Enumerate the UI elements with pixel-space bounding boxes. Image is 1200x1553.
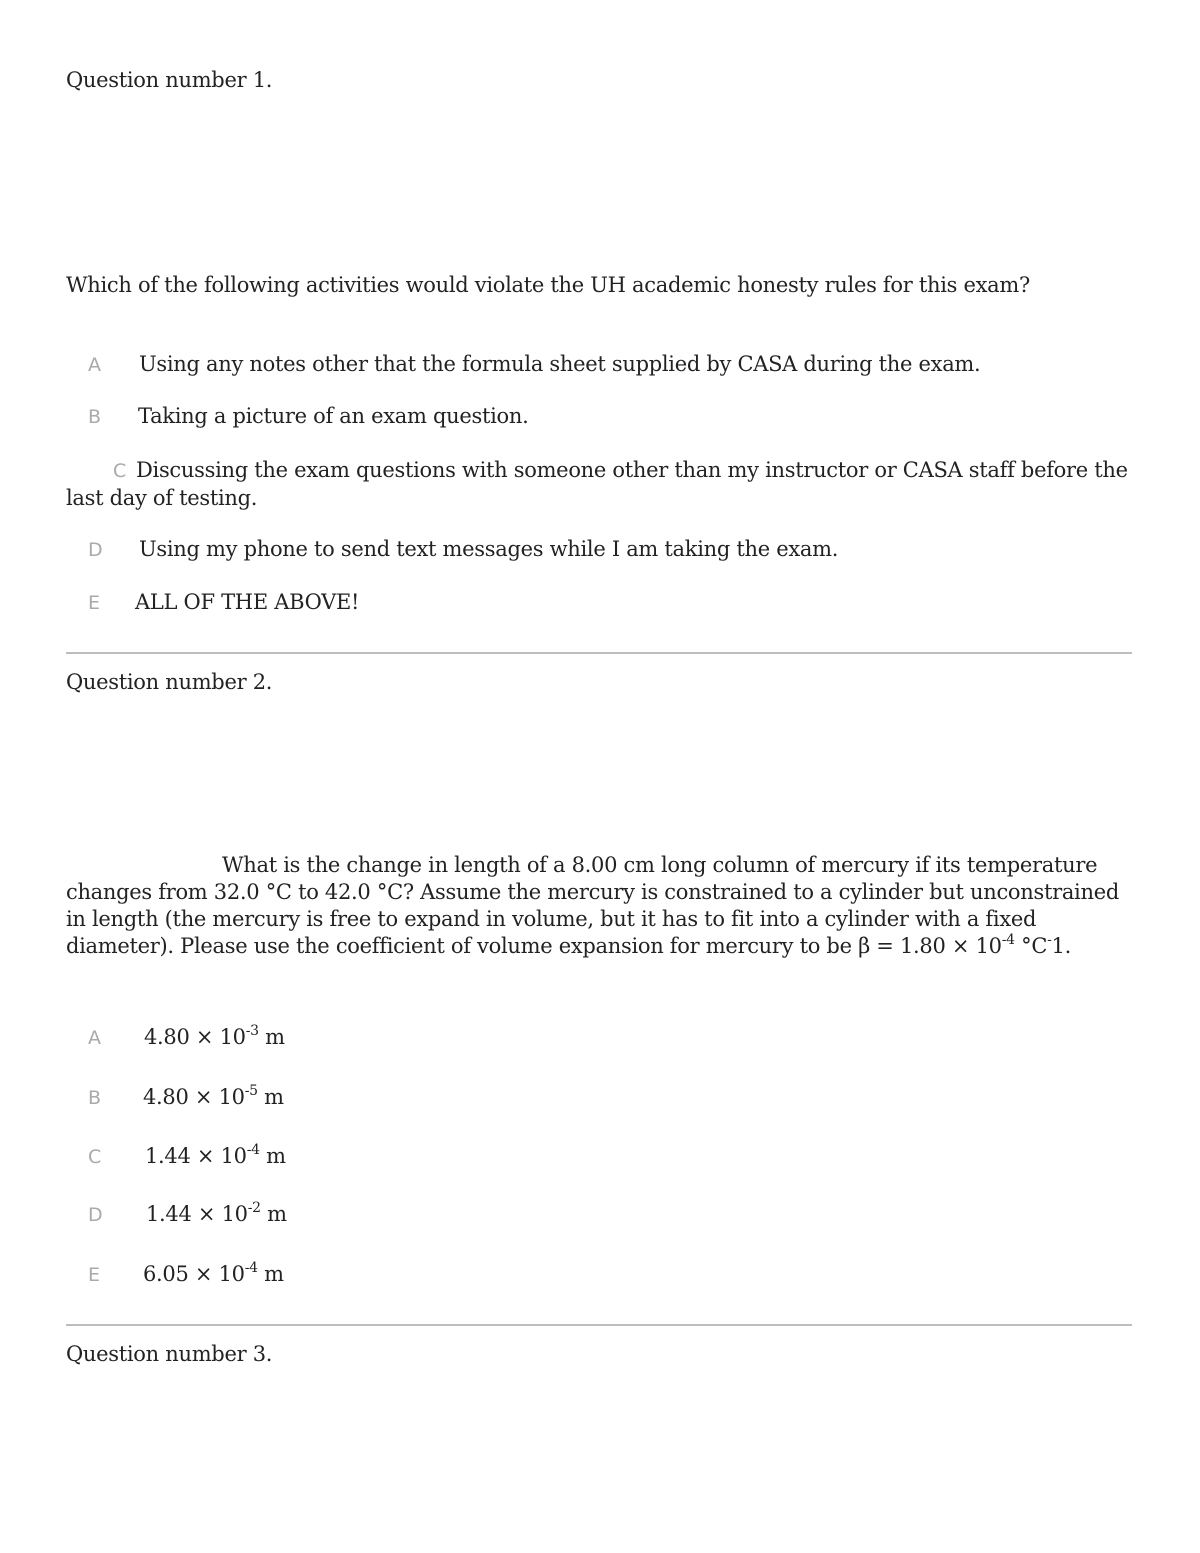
question-2-number: Question number 2. <box>66 670 273 694</box>
option-letter: A <box>88 354 101 376</box>
option-mantissa: 4.80 × 10 <box>143 1085 245 1109</box>
option-mantissa: 4.80 × 10 <box>144 1025 246 1049</box>
option-letter: E <box>88 592 101 614</box>
option-value <box>143 1085 284 1109</box>
option-letter: D <box>88 539 103 561</box>
option-unit: m <box>260 1202 287 1226</box>
option-text: Using any notes other that the formula sheet supplied by CASA during the exam. <box>139 352 981 376</box>
question-1-option-e[interactable] <box>88 590 360 614</box>
option-unit: m <box>257 1085 284 1109</box>
question-2-unit-exponent: - <box>1047 932 1052 948</box>
option-letter: C <box>113 460 126 482</box>
question-1-option-a[interactable] <box>88 352 981 376</box>
question-2-text-end: 1. <box>1051 934 1071 958</box>
option-text: Discussing the exam questions with someone other than my instructor or CASA staff before the last day of testing. <box>66 458 1128 510</box>
option-exponent: -5 <box>244 1083 258 1099</box>
option-exponent: -3 <box>245 1023 259 1039</box>
option-letter: C <box>88 1146 102 1168</box>
question-1-option-d[interactable] <box>88 537 839 561</box>
option-exponent: -2 <box>247 1200 261 1216</box>
question-1-text: Which of the following activities would violate the UH academic honesty rules for this exam? <box>66 273 1030 297</box>
question-1-option-c[interactable] <box>66 457 1136 512</box>
option-mantissa: 1.44 × 10 <box>145 1144 247 1168</box>
option-value <box>146 1202 287 1226</box>
question-1-number: Question number 1. <box>66 68 273 92</box>
option-letter: B <box>88 406 102 428</box>
question-2-unit: °C <box>1014 934 1048 958</box>
option-value <box>143 1262 284 1286</box>
option-value <box>145 1144 286 1168</box>
question-2-text-main: What is the change in length of a 8.00 cm long column of mercury if its temperature changes from 32.0 °C to 42.0 °C? Assume the mercury is constrained to a cylinder but unconstrained in length (the mercury is free to expand in volume, but it has to fit into a cylinder with a fixed diameter). Please use the coefficient of volume expansion for mercury to be β = 1.80 × 10 <box>66 853 1119 958</box>
option-text: Using my phone to send text messages while I am taking the exam. <box>139 537 839 561</box>
option-letter: D <box>88 1204 103 1226</box>
option-letter: B <box>88 1087 102 1109</box>
option-text: ALL OF THE ABOVE! <box>135 590 360 614</box>
option-unit: m <box>258 1025 285 1049</box>
option-unit: m <box>257 1262 284 1286</box>
question-separator <box>66 652 1132 654</box>
option-text: Taking a picture of an exam question. <box>138 404 529 428</box>
option-exponent: -4 <box>246 1142 260 1158</box>
option-mantissa: 6.05 × 10 <box>143 1262 245 1286</box>
option-exponent: -4 <box>244 1260 258 1276</box>
question-3-number: Question number 3. <box>66 1342 273 1366</box>
question-2-text <box>66 852 1126 960</box>
question-separator <box>66 1324 1132 1326</box>
question-1-option-b[interactable] <box>88 404 529 428</box>
question-2-exponent: -4 <box>1001 932 1015 948</box>
option-unit: m <box>259 1144 286 1168</box>
option-letter: E <box>88 1264 101 1286</box>
option-mantissa: 1.44 × 10 <box>146 1202 248 1226</box>
option-value <box>144 1025 285 1049</box>
option-letter: A <box>88 1027 101 1049</box>
